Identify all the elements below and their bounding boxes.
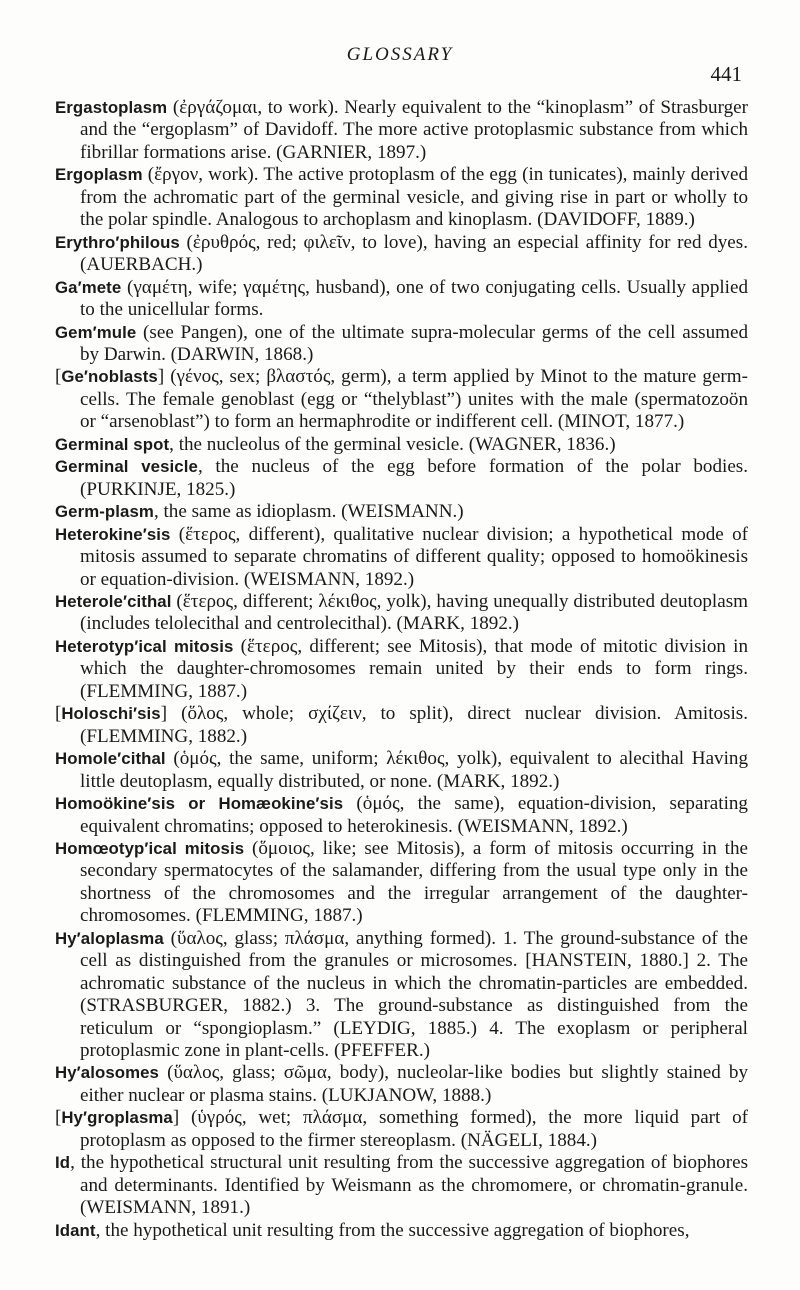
- glossary-entries: [55, 97, 748, 1242]
- glossary-term: Hy′alosomes: [55, 1063, 159, 1083]
- glossary-definition: (ἐρυθρός, red; φιλεῖν, to love), having an especial affinity for red dyes. (AUERBACH.): [80, 231, 748, 276]
- glossary-definition: (ὑγρός, wet; πλάσμα, something formed), the more liquid part of protoplasm as opposed to the firmer stereoplasm. (NÄGELI, 1884.): [80, 1107, 748, 1151]
- glossary-definition: (see Pangen), one of the ultimate supra-molecular germs of the cell assumed by Darwin. (DARWIN, 1868.): [80, 321, 748, 365]
- glossary-definition: , the same as idioplasm. (WEISMANN.): [153, 501, 464, 523]
- glossary-entry: [55, 322, 748, 367]
- glossary-definition: , the hypothetical unit resulting from the successive aggregation of biophores,: [95, 1219, 690, 1241]
- glossary-definition: (γένος, sex; βλαστός, germ), a term applied by Minot to the mature germ-cells. The female genoblast (egg or “thelyblast”) unites with the male (spermatozoön or “arsenoblast”) to form an hermaphrodite or indifferent cell. (MINOT, 1877.): [80, 366, 748, 433]
- glossary-entry: [55, 1152, 748, 1219]
- glossary-definition: , the hypothetical structural unit resulting from the successive aggregation of biophores and determinants. Identified by Weismann as the chromomere, or chromatin-granule. (WEISMANN, 1891.): [70, 1152, 748, 1219]
- glossary-definition: (ἔργον, work). The active protoplasm of the egg (in tunicates), mainly derived from the achromatic part of the germinal vesicle, and giving rise in part or wholly to the polar spindle. Analogous to archoplasm and kinoplasm. (DAVIDOFF, 1889.): [80, 164, 748, 231]
- glossary-term: Ergastoplasm: [55, 98, 168, 117]
- glossary-definition: , the nucleolus of the germinal vesicle. (WAGNER, 1836.): [169, 433, 616, 455]
- glossary-definition: (ἐργάζομαι, to work). Nearly equivalent to the “kinoplasm” of Strasburger and the “ergoplasm” of Davidoff. The more active protoplasmic substance from which fibrillar formations arise. (GARNIER, 1897.): [80, 97, 748, 163]
- glossary-entry: [55, 928, 748, 1063]
- page-number: 441: [710, 62, 742, 86]
- glossary-term: Germinal vesicle: [55, 457, 198, 477]
- glossary-term: Hy′groplasma: [61, 1108, 173, 1128]
- glossary-entry: [55, 524, 748, 591]
- glossary-definition: (ὁμός, the same, uniform; λέκιθος, yolk), equivalent to alecithal Having little deutoplasm, equally distributed, or none. (MARK, 1892.): [80, 748, 748, 792]
- glossary-entry: [55, 97, 748, 164]
- glossary-entry: [55, 748, 748, 793]
- term-close-bracket: ]: [157, 366, 165, 388]
- glossary-entry: [55, 838, 748, 928]
- term-open-bracket: [: [55, 1107, 62, 1129]
- glossary-definition: (ὕαλος, glass; πλάσμα, anything formed). 1. The ground-substance of the cell as distinguished from the granules or microsomes. [HANSTEIN, 1880.] 2. The achromatic substance of the nucleus in which the chromatin-particles are embedded. (STRASBURGER, 1882.) 3. The ground-substance as distinguished from the reticulum or “spongioplasm.” (LEYDIG, 1885.) 4. The exoplasm or peripheral protoplasmic zone in plant-cells. (PFEFFER.): [80, 927, 748, 1062]
- term-open-bracket: [: [55, 703, 62, 725]
- glossary-term: Gem′mule: [55, 322, 137, 342]
- glossary-definition: (γαμέτη, wife; γαμέτης, husband), one of two conjugating cells. Usually applied to the unicellular forms.: [80, 276, 748, 321]
- glossary-entry: [55, 1107, 748, 1152]
- glossary-entry: [55, 501, 748, 523]
- glossary-term: Heterole′cithal: [55, 591, 172, 611]
- glossary-definition: (ὕαλος, glass; σῶμα, body), nucleolar-like bodies but slightly stained by either nuclear or plasma stains. (LUKJANOW, 1888.): [80, 1062, 748, 1106]
- glossary-definition: (ἕτερος, different; see Mitosis), that mode of mitotic division in which the daughter-chromosomes remain united by their ends to form rings. (FLEMMING, 1887.): [80, 635, 748, 702]
- glossary-definition: (ὅλος, whole; σχίζειν, to split), direct nuclear division. Amitosis. (FLEMMING, 1882.): [80, 703, 748, 747]
- glossary-entry: [55, 1062, 748, 1107]
- term-close-bracket: ]: [172, 1107, 180, 1129]
- glossary-term: Homoökine′sis or Homæokine′sis: [55, 794, 344, 814]
- glossary-entry: [55, 456, 748, 501]
- term-open-bracket: [: [55, 366, 62, 388]
- glossary-term: Germinal spot: [55, 434, 170, 454]
- glossary-definition: , the nucleus of the egg before formation of the polar bodies. (PURKINJE, 1825.): [80, 456, 749, 500]
- glossary-entry: [55, 232, 748, 277]
- glossary-term: Ga′mete: [55, 277, 122, 297]
- running-title: GLOSSARY: [346, 44, 454, 65]
- glossary-entry: [55, 366, 748, 433]
- glossary-definition: (ὁμός, the same), equation-division, separating equivalent chromatins; opposed to heterokinesis. (WEISMANN, 1892.): [80, 793, 748, 837]
- glossary-term: Erythro′philous: [55, 232, 180, 252]
- glossary-entry: [55, 277, 748, 322]
- page-header: [0, 44, 800, 84]
- glossary-entry: [55, 636, 748, 703]
- glossary-definition: (ὅμοιος, like; see Mitosis), a form of mitosis occurring in the secondary spermatocytes of the salamander, differing from the usual type only in the shortness of the chromosomes and the irregular arrangement of the daughter-chromosomes. (FLEMMING, 1887.): [80, 837, 748, 927]
- glossary-term: Ge′noblasts: [61, 367, 158, 387]
- glossary-definition: (ἕτερος, different; λέκιθος, yolk), having unequally distributed deutoplasm (includes telolecithal and centrolecithal). (MARK, 1892.): [80, 590, 748, 635]
- glossary-entry: [55, 434, 748, 456]
- glossary-term: Homœotyp′ical mitosis: [55, 838, 245, 858]
- glossary-entry: [55, 703, 748, 748]
- glossary-term: Germ-plasm: [55, 502, 154, 522]
- glossary-entry: [55, 793, 748, 838]
- glossary-entry: [55, 1220, 748, 1242]
- glossary-term: Idant: [55, 1220, 96, 1240]
- glossary-term: Hy′aloplasma: [55, 928, 164, 948]
- term-close-bracket: ]: [160, 703, 168, 725]
- glossary-term: Id: [55, 1153, 71, 1173]
- glossary-term: Ergoplasm: [55, 165, 143, 185]
- glossary-entry: [55, 591, 748, 636]
- glossary-term: Holoschi′sis: [61, 704, 161, 724]
- glossary-term: Heterokine′sis: [55, 524, 171, 544]
- glossary-definition: (ἕτερος, different), qualitative nuclear division; a hypothetical mode of mitosis assumed to separate chromatins of different quality; opposed to homoökinesis or equation-division. (WEISMANN, 1892.): [80, 523, 748, 590]
- glossary-entry: [55, 164, 748, 231]
- glossary-term: Heterotyp′ical mitosis: [55, 636, 234, 656]
- glossary-term: Homole′cithal: [55, 749, 166, 769]
